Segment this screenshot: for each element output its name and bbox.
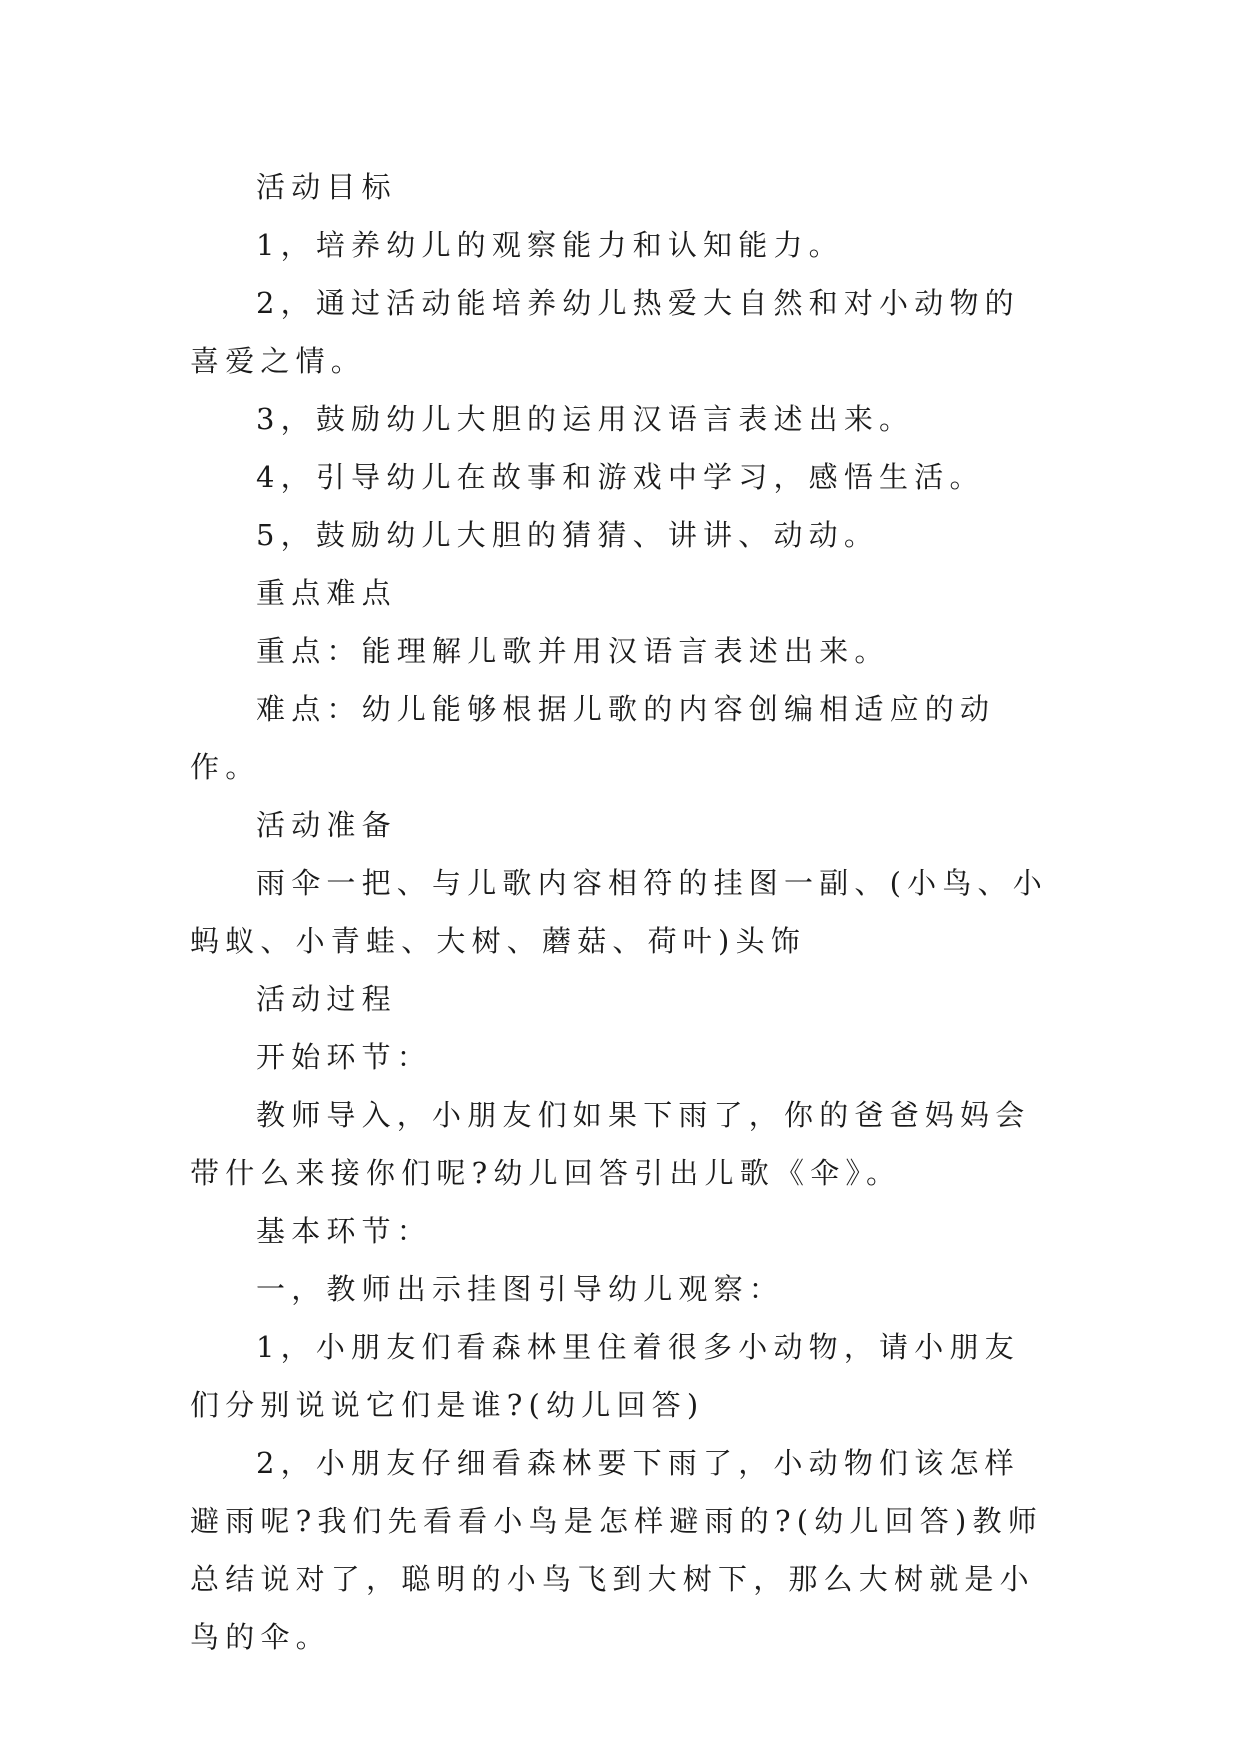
objective-item-4: 4，引导幼儿在故事和游戏中学习，感悟生活。 [256, 460, 985, 494]
basic-step-1-heading: 一，教师出示挂图引导幼儿观察： [256, 1272, 785, 1306]
objective-item-1: 1，培养幼儿的观察能力和认知能力。 [256, 228, 844, 262]
section-heading-key-points: 重点难点 [256, 576, 397, 610]
objective-item-3: 3，鼓励幼儿大胆的运用汉语言表述出来。 [256, 402, 915, 436]
subheading-basic: 基本环节： [256, 1214, 433, 1248]
document-body [190, 158, 1050, 1666]
basic-step-1-item-2: 2，小朋友仔细看森林要下雨了，小动物们该怎样避雨呢?我们先看看小鸟是怎样避雨的?(幼儿回答)教师总结说对了，聪明的小鸟飞到大树下，那么大树就是小鸟的伞。 [190, 1446, 1043, 1654]
preparation-text: 雨伞一把、与儿歌内容相符的挂图一副、(小鸟、小蚂蚁、小青蛙、大树、蘑菇、荷叶)头饰 [190, 866, 1048, 958]
difficult-point-text: 难点：幼儿能够根据儿歌的内容创编相适应的动作。 [190, 692, 996, 784]
objective-item-2: 2，通过活动能培养幼儿热爱大自然和对小动物的喜爱之情。 [190, 286, 1020, 378]
basic-step-1-item-1: 1，小朋友们看森林里住着很多小动物，请小朋友们分别说说它们是谁?(幼儿回答) [190, 1330, 1020, 1422]
section-heading-objectives: 活动目标 [256, 170, 397, 204]
opening-text: 教师导入，小朋友们如果下雨了，你的爸爸妈妈会带什么来接你们呢?幼儿回答引出儿歌《伞》。 [190, 1098, 1031, 1190]
section-heading-preparation: 活动准备 [256, 808, 397, 842]
section-heading-process: 活动过程 [256, 982, 397, 1016]
key-point-text: 重点：能理解儿歌并用汉语言表述出来。 [256, 634, 890, 668]
subheading-opening: 开始环节： [256, 1040, 433, 1074]
objective-item-5: 5，鼓励幼儿大胆的猜猜、讲讲、动动。 [256, 518, 880, 552]
